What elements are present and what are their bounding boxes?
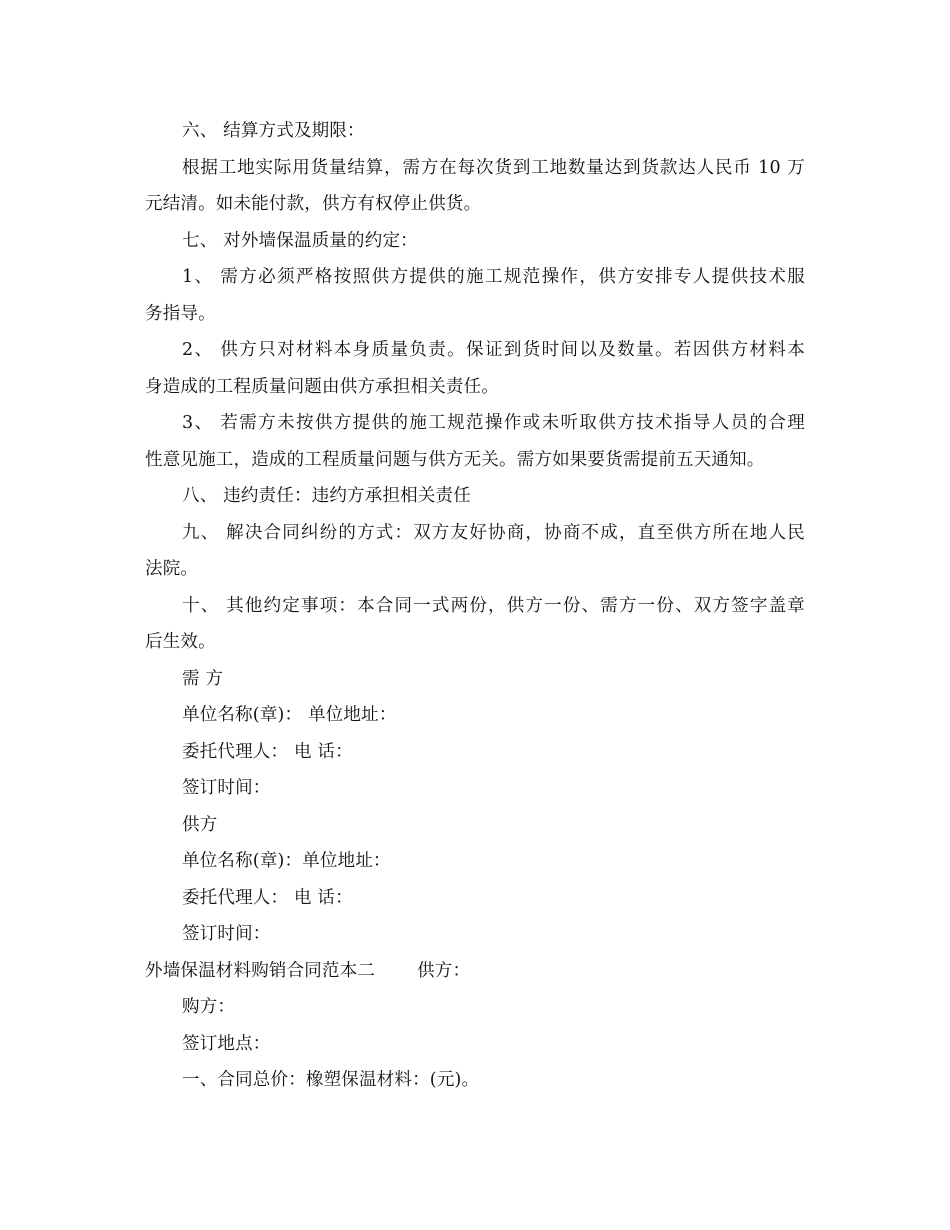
paragraph-line: 性意见施工，造成的工程质量问题与供方无关。需方如果要货需提前五天通知。 [145,449,765,470]
supplier-agent: 委托代理人： 电 话： [182,887,353,908]
section-seven-heading: 七、 对外墙保温质量的约定： [182,230,418,251]
total-price-line: 一、合同总价：橡塑保温材料：(元)。 [182,1070,480,1090]
document-body [145,113,805,1099]
sign-location-line: 签订地点： [182,1033,271,1054]
buyer-agent: 委托代理人： 电 话： [182,741,353,762]
purchaser-line: 购方： [182,997,236,1017]
paragraph-line: 3、 若需方未按供方提供的施工规范操作或未听取供方技术指导人员的合理 [182,413,805,433]
paragraph-line: 九、 解决合同纠纷的方式：双方友好协商，协商不成，直至供方所在地人民 [182,522,805,543]
paragraph-line: 元结清。如未能付款，供方有权停止供货。 [145,194,482,214]
paragraph-line: 务指导。 [145,303,216,324]
paragraph-line: 1、 需方必须严格按照供方提供的施工规范操作，供方安排专人提供技术服 [182,267,805,287]
supplier-heading: 供方 [182,814,218,835]
section-eight-heading: 八、 违约责任：违约方承担相关责任 [182,486,471,506]
contract-two-title: 外墙保温材料购销合同范本二 [145,960,376,981]
buyer-unit-name: 单位名称(章)： 单位地址： [182,705,397,725]
paragraph-line: 身造成的工程质量问题由供方承担相关责任。 [145,376,499,397]
buyer-sign-date: 签订时间： [182,778,271,798]
paragraph-line: 十、 其他约定事项：本合同一式两份，供方一份、需方一份、双方签字盖章 [182,595,805,616]
contract-two-supplier: 供方： [417,960,471,981]
supplier-sign-date: 签订时间： [182,924,271,944]
paragraph-line: 法院。 [145,559,199,579]
paragraph-line: 2、 供方只对材料本身质量负责。保证到货时间以及数量。若因供方材料本 [182,340,805,360]
supplier-unit-name: 单位名称(章)：单位地址： [182,851,391,871]
buyer-heading: 需 方 [182,668,224,689]
contract-two-title-line [145,953,805,990]
paragraph-line: 根据工地实际用货量结算，需方在每次货到工地数量达到货款达人民币 10 万 [182,157,805,178]
section-six-heading: 六、 结算方式及期限： [182,121,365,141]
paragraph-line: 后生效。 [145,632,216,652]
